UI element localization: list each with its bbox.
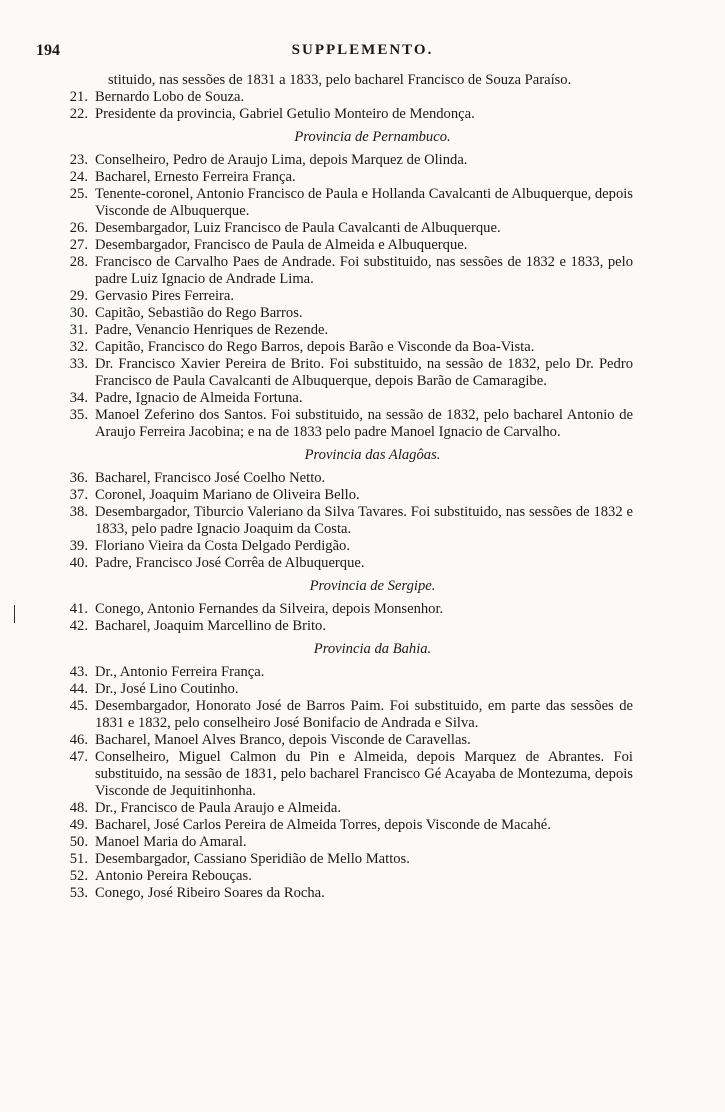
entry-text: Floriano Vieira da Costa Delgado Perdigão. [95,538,350,554]
province-section [0,129,725,441]
province-section [0,89,725,123]
entry-text: Tenente-coronel, Antonio Francisco de Paula e Hollanda Cavalcanti de Albuquerque, depois Visconde de Albuquerque. [95,186,633,219]
list-item [0,538,725,555]
list-item [0,152,725,169]
entry-text: Conego, José Ribeiro Soares da Rocha. [95,885,325,901]
entry-number: 31. [69,322,88,338]
province-heading: Provincia das Alagôas. [304,447,441,463]
list-item [0,681,725,698]
entry-number: 46. [69,732,88,748]
entry-number: 29. [69,288,88,304]
list-item [0,555,725,572]
list-item [0,817,725,834]
list-item [0,601,725,618]
entry-text: Gervasio Pires Ferreira. [95,288,234,304]
list-item [0,339,725,356]
province-heading: Provincia de Sergipe. [309,578,436,594]
entry-text: Padre, Ignacio de Almeida Fortuna. [95,390,303,406]
entry-number: 25. [69,186,88,202]
list-item [0,487,725,504]
list-item [0,106,725,123]
entry-text: Bacharel, Joaquim Marcellino de Brito. [95,618,326,634]
list-item [0,749,725,800]
entry-number: 30. [69,305,88,321]
entry-text: Desembargador, Cassiano Speridião de Mello Mattos. [95,851,410,867]
page-header [0,42,725,64]
entry-text: Manoel Zeferino dos Santos. Foi substituido, na sessão de 1832, pelo bacharel Antonio de Araujo Ferreira Jacobina; e na de 1833 pelo padre Manoel Ignacio de Carvalho. [95,407,633,440]
entry-number: 26. [69,220,88,236]
entry-text: Desembargador, Luiz Francisco de Paula Cavalcanti de Albuquerque. [95,220,501,236]
entry-text: Bacharel, Manoel Alves Branco, depois Visconde de Caravellas. [95,732,471,748]
entry-text: Conselheiro, Miguel Calmon du Pin e Almeida, depois Marquez de Abrantes. Foi substituido, na sessão de 1831, pelo bacharel Francisco Gé Acayaba de Montezuma, depois Visconde de Jequitinhonha. [95,749,633,799]
list-item [0,664,725,681]
entry-text: Bacharel, José Carlos Pereira de Almeida Torres, depois Visconde de Macahé. [95,817,551,833]
entry-text: Antonio Pereira Rebouças. [95,868,252,884]
list-item [0,698,725,732]
entry-text: Bacharel, Francisco José Coelho Netto. [95,470,326,486]
entry-number: 23. [69,152,88,168]
list-item [0,868,725,885]
entry-text: Coronel, Joaquim Mariano de Oliveira Bello. [95,487,360,503]
entry-text: Conego, Antonio Fernandes da Silveira, depois Monsenhor. [95,601,444,617]
entry-number: 38. [69,504,88,520]
entry-number: 41. [69,601,88,617]
list-item [0,89,725,106]
entry-number: 28. [69,254,88,270]
list-item [0,885,725,902]
entry-number: 53. [69,885,88,901]
entry-number: 48. [69,800,88,816]
entry-text: Padre, Francisco José Corrêa de Albuquerque. [95,555,365,571]
entry-number: 51. [69,851,88,867]
province-section [0,447,725,572]
entry-number: 47. [69,749,88,765]
list-item [0,851,725,868]
entry-text: Desembargador, Francisco de Paula de Almeida e Albuquerque. [95,237,468,253]
entry-number: 43. [69,664,88,680]
entry-text: Bacharel, Ernesto Ferreira França. [95,169,296,185]
province-section [0,641,725,902]
list-item [0,288,725,305]
intro-continuation: stituido, nas sessões de 1831 a 1833, pelo bacharel Francisco de Souza Paraíso. [108,72,572,88]
entry-text: Desembargador, Tiburcio Valeriano da Silva Tavares. Foi substituido, nas sessões de 1832 e 1833, pelo padre Ignacio Joaquim da Costa. [95,504,633,537]
entry-number: 44. [69,681,88,697]
province-heading: Provincia da Bahia. [313,641,432,657]
list-item [0,407,725,441]
list-item [0,237,725,254]
entry-number: 27. [69,237,88,253]
entry-text: Desembargador, Honorato José de Barros Paim. Foi substituido, em parte das sessões de 1831 e 1832, pelo conselheiro José Bonifacio de Andrada e Silva. [95,698,633,731]
entry-number: 52. [69,868,88,884]
entry-text: Dr., Antonio Ferreira França. [95,664,265,680]
entry-text: Conselheiro, Pedro de Araujo Lima, depois Marquez de Olinda. [95,152,468,168]
entry-number: 42. [69,618,88,634]
entry-number: 22. [69,106,88,122]
entry-number: 39. [69,538,88,554]
entry-number: 35. [69,407,88,423]
page-number: 194 [36,42,60,59]
entry-number: 37. [69,487,88,503]
sections-container [0,89,725,902]
province-heading: Provincia de Pernambuco. [294,129,451,145]
entry-number: 50. [69,834,88,850]
list-item [0,305,725,322]
page-content [0,72,725,902]
list-item [0,322,725,339]
entry-text: Presidente da provincia, Gabriel Getulio Monteiro de Mendonça. [95,106,475,122]
list-item [0,504,725,538]
list-item [0,186,725,220]
entry-number: 45. [69,698,88,714]
list-item [0,618,725,635]
running-title: SUPPLEMENTO. [291,42,434,58]
list-item [0,470,725,487]
entry-text: Dr., Francisco de Paula Araujo e Almeida. [95,800,342,816]
entry-text: Bernardo Lobo de Souza. [95,89,245,105]
entry-number: 49. [69,817,88,833]
list-item [0,169,725,186]
entry-text: Dr. Francisco Xavier Pereira de Brito. Foi substituido, na sessão de 1832, pelo Dr. Pedro Francisco de Paula Cavalcanti de Albuquerque, depois Barão de Camaragibe. [95,356,633,389]
list-item [0,220,725,237]
entry-number: 32. [69,339,88,355]
list-item [0,390,725,407]
entry-number: 24. [69,169,88,185]
entry-number: 21. [69,89,88,105]
entry-text: Padre, Venancio Henriques de Rezende. [95,322,329,338]
entry-number: 36. [69,470,88,486]
entry-text: Francisco de Carvalho Paes de Andrade. Foi substituido, nas sessões de 1832 e 1833, pelo padre Luiz Ignacio de Andrade Lima. [95,254,633,287]
entry-text: Dr., José Lino Coutinho. [95,681,239,697]
entry-number: 40. [69,555,88,571]
list-item [0,254,725,288]
province-section [0,578,725,635]
list-item [0,732,725,749]
entry-text: Capitão, Sebastião do Rego Barros. [95,305,303,321]
list-item [0,800,725,817]
entry-number: 34. [69,390,88,406]
entry-text: Manoel Maria do Amaral. [95,834,247,850]
list-item [0,356,725,390]
entry-text: Capitão, Francisco do Rego Barros, depois Barão e Visconde da Boa-Vista. [95,339,535,355]
entry-number: 33. [69,356,88,372]
list-item [0,834,725,851]
